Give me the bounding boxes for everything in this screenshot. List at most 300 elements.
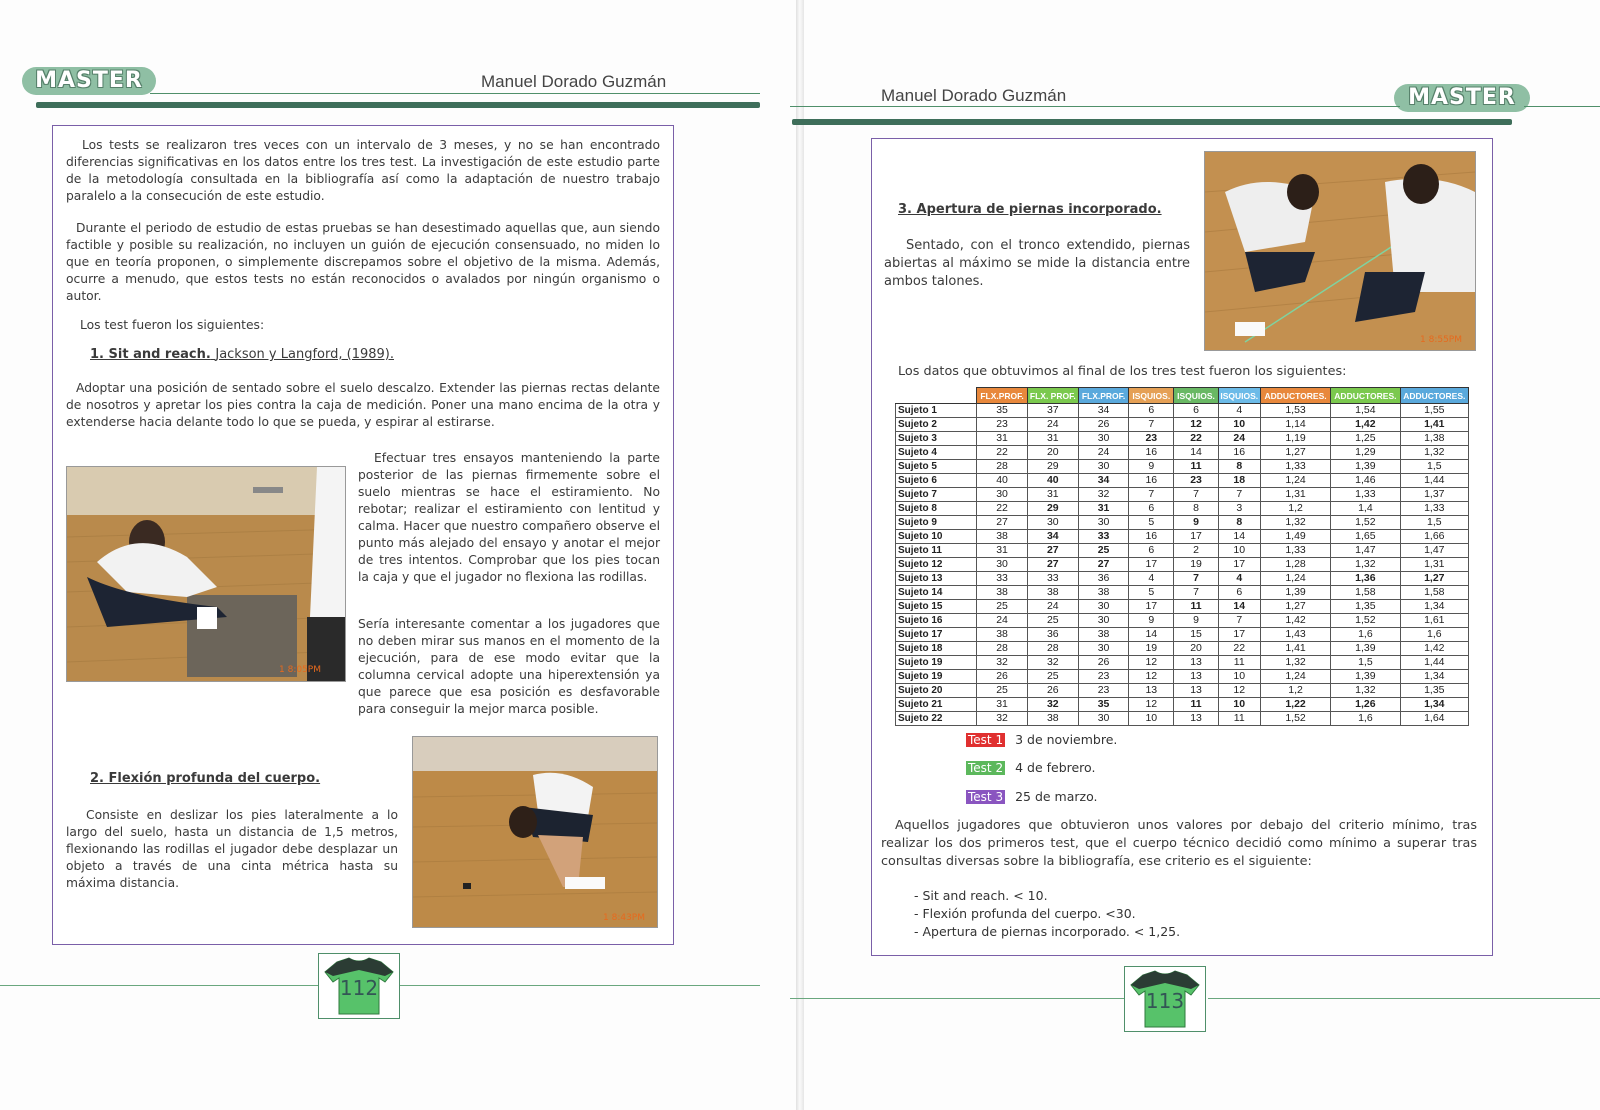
table-cell: 4	[1218, 572, 1260, 586]
table-cell: 30	[977, 558, 1027, 572]
col-header: ISQUIOS.	[1129, 388, 1174, 404]
table-cell: 24	[1078, 446, 1128, 460]
header-bar	[36, 102, 760, 108]
table-cell: 38	[1078, 628, 1128, 642]
col-header: FLX.PROF.	[1078, 388, 1128, 404]
table-row	[896, 488, 1469, 502]
footer-rule-left	[0, 985, 318, 986]
table-cell: 12	[1129, 670, 1174, 684]
table-cell: 11	[1218, 656, 1260, 670]
table-cell: 6	[1129, 544, 1174, 558]
table-cell: 18	[1218, 474, 1260, 488]
table-cell: 1,32	[1331, 558, 1400, 572]
row-label: Sujeto 6	[896, 474, 977, 488]
table-cell: 1,34	[1400, 600, 1468, 614]
table-header-row	[896, 388, 1469, 404]
table-cell: 1,34	[1400, 670, 1468, 684]
table-cell: 22	[1218, 642, 1260, 656]
row-label: Sujeto 3	[896, 432, 977, 446]
test1-paragraph-3: Sería interesante comentar a los jugadores que no deben mirar sus manos en el momento de la ejecución, para de ese modo evitar que la columna cervical adopte una hiperextensión ya que parece que esa posición es desfavorable para conseguir la mejor marca posible.	[358, 617, 660, 716]
table-cell: 24	[977, 614, 1027, 628]
table-row	[896, 404, 1469, 418]
table-cell: 1,58	[1400, 586, 1468, 600]
table-cell: 25	[1078, 544, 1128, 558]
table-cell: 1,54	[1331, 404, 1400, 418]
table-cell: 6	[1218, 586, 1260, 600]
table-cell: 38	[977, 586, 1027, 600]
leg-opening-photo	[1204, 151, 1476, 351]
table-cell: 1,61	[1400, 614, 1468, 628]
table-cell: 38	[977, 628, 1027, 642]
row-label: Sujeto 18	[896, 642, 977, 656]
table-cell: 1,2	[1260, 684, 1330, 698]
table-cell: 17	[1218, 628, 1260, 642]
table-cell: 1,37	[1400, 488, 1468, 502]
svg-text:1 8:05PM: 1 8:05PM	[279, 665, 321, 675]
table-cell: 1,24	[1260, 572, 1330, 586]
book-spine	[796, 0, 804, 1110]
col-header: ISQUIOS.	[1174, 388, 1218, 404]
table-cell: 1,32	[1260, 656, 1330, 670]
table-cell: 1,25	[1331, 432, 1400, 446]
table-cell: 10	[1129, 712, 1174, 726]
master-badge: MASTER	[22, 67, 156, 95]
table-cell: 30	[1078, 712, 1128, 726]
sit-and-reach-photo	[66, 466, 346, 682]
table-cell: 34	[1078, 474, 1128, 488]
table-cell: 23	[1078, 670, 1128, 684]
table-cell: 33	[1078, 530, 1128, 544]
table-cell: 1,65	[1331, 530, 1400, 544]
table-cell: 30	[1078, 432, 1128, 446]
table-cell: 26	[1078, 656, 1128, 670]
test2-heading: 2. Flexión profunda del cuerpo.	[90, 771, 321, 786]
table-cell: 1,32	[1331, 684, 1400, 698]
closing-paragraph: Aquellos jugadores que obtuvieron unos valores por debajo del criterio mínimo, tras realizar los dos primeros test, que el cuerpo técnico decidió como mínimo a superar tras consultas diversas sobre la bibliografía, ese criterio es el siguiente:	[881, 818, 1477, 869]
table-cell: 38	[1027, 586, 1078, 600]
row-label: Sujeto 22	[896, 712, 977, 726]
table-cell: 1,58	[1331, 586, 1400, 600]
table-cell: 31	[977, 698, 1027, 712]
table-row	[896, 684, 1469, 698]
table-cell: 1,55	[1400, 404, 1468, 418]
table-cell: 35	[1078, 698, 1128, 712]
master-badge: MASTER	[1394, 84, 1530, 112]
col-header: ADDUCTORES.	[1260, 388, 1330, 404]
table-cell: 29	[1027, 460, 1078, 474]
table-cell: 30	[1078, 614, 1128, 628]
table-cell: 14	[1129, 628, 1174, 642]
table-cell: 25	[1027, 614, 1078, 628]
table-cell: 1,24	[1260, 474, 1330, 488]
legend-item-2	[966, 760, 1095, 775]
table-cell: 1,27	[1260, 600, 1330, 614]
table-cell: 5	[1129, 516, 1174, 530]
table-cell: 24	[1027, 600, 1078, 614]
table-cell: 3	[1218, 502, 1260, 516]
table-cell: 1,27	[1400, 572, 1468, 586]
table-cell: 1,47	[1331, 544, 1400, 558]
table-row	[896, 460, 1469, 474]
table-cell: 26	[977, 670, 1027, 684]
test1-title: 1. Sit and reach.	[90, 347, 211, 362]
table-cell: 12	[1218, 684, 1260, 698]
table-cell: 10	[1218, 698, 1260, 712]
table-cell: 15	[1174, 628, 1218, 642]
table-row	[896, 712, 1469, 726]
table-cell: 17	[1174, 530, 1218, 544]
table-cell: 1,29	[1331, 446, 1400, 460]
data-intro: Los datos que obtuvimos al final de los tres test fueron los siguientes:	[898, 364, 1347, 379]
table-cell: 23	[1078, 684, 1128, 698]
table-cell: 34	[1078, 404, 1128, 418]
footer-rule-right	[1208, 998, 1600, 999]
table-cell: 7	[1129, 488, 1174, 502]
table-cell: 13	[1129, 684, 1174, 698]
table-cell: 11	[1174, 698, 1218, 712]
table-cell: 14	[1174, 446, 1218, 460]
table-cell: 33	[1027, 572, 1078, 586]
criteria-item: - Flexión profunda del cuerpo. <30.	[914, 906, 1136, 921]
table-cell: 8	[1218, 460, 1260, 474]
intro-paragraph-3: Los test fueron los siguientes:	[80, 318, 265, 332]
row-label: Sujeto 12	[896, 558, 977, 572]
table-cell: 4	[1218, 404, 1260, 418]
test1-heading	[90, 347, 394, 362]
table-cell: 26	[1027, 684, 1078, 698]
table-cell: 7	[1174, 572, 1218, 586]
table-row	[896, 600, 1469, 614]
table-cell: 30	[1078, 460, 1128, 474]
table-cell: 1,44	[1400, 474, 1468, 488]
row-label: Sujeto 13	[896, 572, 977, 586]
table-cell: 23	[1174, 474, 1218, 488]
table-cell: 28	[977, 460, 1027, 474]
row-label: Sujeto 8	[896, 502, 977, 516]
table-cell: 1,49	[1260, 530, 1330, 544]
table-cell: 35	[977, 404, 1027, 418]
table-cell: 1,39	[1260, 586, 1330, 600]
table-cell: 1,31	[1400, 558, 1468, 572]
table-cell: 31	[977, 544, 1027, 558]
table-cell: 7	[1129, 418, 1174, 432]
table-cell: 13	[1174, 684, 1218, 698]
table-cell: 17	[1218, 558, 1260, 572]
table-cell: 1,32	[1260, 516, 1330, 530]
svg-text:1 8:55PM: 1 8:55PM	[1420, 335, 1462, 345]
table-cell: 32	[977, 656, 1027, 670]
legend-swatch: Test 2	[968, 761, 1004, 775]
table-cell: 1,4	[1331, 502, 1400, 516]
table-cell: 17	[1129, 600, 1174, 614]
table-cell: 11	[1174, 600, 1218, 614]
table-cell: 31	[1027, 432, 1078, 446]
row-label: Sujeto 14	[896, 586, 977, 600]
table-cell: 1,28	[1260, 558, 1330, 572]
col-header: ADDUCTORES.	[1400, 388, 1468, 404]
table-cell: 9	[1174, 614, 1218, 628]
table-cell: 31	[977, 432, 1027, 446]
row-label: Sujeto 7	[896, 488, 977, 502]
table-cell: 5	[1129, 586, 1174, 600]
table-cell: 32	[977, 712, 1027, 726]
legend-item-1	[966, 732, 1117, 747]
table-cell: 6	[1174, 404, 1218, 418]
table-cell: 30	[1027, 516, 1078, 530]
page-number: 113	[1145, 989, 1185, 1013]
table-cell: 31	[1027, 488, 1078, 502]
table-cell: 4	[1129, 572, 1174, 586]
row-label: Sujeto 19	[896, 656, 977, 670]
table-cell: 14	[1218, 600, 1260, 614]
col-header: ADDUCTORES.	[1331, 388, 1400, 404]
test1-paragraph-1: Adoptar una posición de sentado sobre el suelo descalzo. Extender las piernas rectas delante de nosotros y apretar los pies contra la caja de medición. Poner una mano encima de la otra y extenderse hacia delante todo lo que se pueda, y espirar al estirarse.	[66, 381, 660, 429]
row-label: Sujeto 10	[896, 530, 977, 544]
table-cell: 17	[1129, 558, 1174, 572]
table-cell: 1,5	[1400, 460, 1468, 474]
author-name: Manuel Dorado Guzmán	[881, 86, 1067, 105]
table-cell: 11	[1174, 460, 1218, 474]
table-cell: 1,35	[1331, 600, 1400, 614]
table-cell: 1,6	[1331, 712, 1400, 726]
table-cell: 36	[1027, 628, 1078, 642]
table-cell: 23	[1129, 432, 1174, 446]
table-cell: 9	[1129, 614, 1174, 628]
legend-swatch: Test 1	[968, 733, 1004, 747]
table-cell: 1,52	[1331, 516, 1400, 530]
table-cell: 1,44	[1400, 656, 1468, 670]
table-cell: 1,24	[1260, 670, 1330, 684]
table-cell: 30	[1078, 642, 1128, 656]
table-cell: 16	[1129, 530, 1174, 544]
table-cell: 1,5	[1400, 516, 1468, 530]
table-cell: 1,14	[1260, 418, 1330, 432]
table-cell: 24	[1027, 418, 1078, 432]
table-cell: 6	[1129, 404, 1174, 418]
table-cell: 28	[1027, 642, 1078, 656]
table-cell: 1,33	[1331, 488, 1400, 502]
table-cell: 7	[1174, 586, 1218, 600]
header-bar	[792, 119, 1512, 125]
intro-paragraph-2: Durante el periodo de estudio de estas pruebas se han desestimado aquellas que, aun siendo factible y posible su realización, no incluyen un guión de ejecución consensuado, no miden lo que en teoría proponen, o simplemente discrepamos sobre el objetivo de la misma. Además, ocurre a menudo, que estos tests no están reconocidos o avalados por ningún organismo o autor.	[66, 221, 660, 303]
table-row	[896, 642, 1469, 656]
table-cell: 1,26	[1331, 698, 1400, 712]
table-cell: 1,2	[1260, 502, 1330, 516]
table-cell: 12	[1174, 418, 1218, 432]
table-row	[896, 432, 1469, 446]
table-cell: 38	[1078, 586, 1128, 600]
table-cell: 13	[1174, 712, 1218, 726]
row-label: Sujeto 16	[896, 614, 977, 628]
row-label: Sujeto 21	[896, 698, 977, 712]
table-cell: 33	[977, 572, 1027, 586]
footer-rule-left	[790, 998, 1124, 999]
legend-item-3	[966, 789, 1098, 804]
table-row	[896, 502, 1469, 516]
table-cell: 1,53	[1260, 404, 1330, 418]
table-cell: 40	[1027, 474, 1078, 488]
table-cell: 27	[977, 516, 1027, 530]
table-cell: 10	[1218, 670, 1260, 684]
criteria-list	[914, 887, 1180, 941]
table-row	[896, 544, 1469, 558]
table-cell: 7	[1174, 488, 1218, 502]
table-cell: 7	[1218, 614, 1260, 628]
table-cell: 1,34	[1400, 698, 1468, 712]
table-cell: 25	[977, 684, 1027, 698]
table-cell: 14	[1218, 530, 1260, 544]
table-cell: 27	[1027, 544, 1078, 558]
test1-citation: Jackson y Langford, (1989).	[215, 347, 394, 362]
legend-swatch: Test 3	[968, 790, 1004, 804]
table-cell: 1,52	[1260, 712, 1330, 726]
table-row	[896, 614, 1469, 628]
table-row	[896, 656, 1469, 670]
table-cell: 25	[1027, 670, 1078, 684]
table-cell: 19	[1174, 558, 1218, 572]
table-cell: 1,33	[1260, 460, 1330, 474]
table-cell: 28	[977, 642, 1027, 656]
test3-heading: 3. Apertura de piernas incorporado.	[898, 202, 1162, 217]
table-cell: 1,36	[1331, 572, 1400, 586]
row-label: Sujeto 17	[896, 628, 977, 642]
table-cell: 1,42	[1400, 642, 1468, 656]
table-cell: 36	[1078, 572, 1128, 586]
col-header: ISQUIOS.	[1218, 388, 1260, 404]
row-label: Sujeto 9	[896, 516, 977, 530]
table-cell: 20	[1174, 642, 1218, 656]
table-cell: 9	[1129, 460, 1174, 474]
page-number-box	[1124, 966, 1206, 1032]
footer-rule-right	[398, 985, 760, 986]
table-cell: 26	[1078, 418, 1128, 432]
table-cell: 30	[1078, 600, 1128, 614]
row-label: Sujeto 5	[896, 460, 977, 474]
table-cell: 16	[1129, 446, 1174, 460]
table-cell: 1,41	[1260, 642, 1330, 656]
table-cell: 34	[1027, 530, 1078, 544]
table-cell: 1,5	[1331, 656, 1400, 670]
row-label: Sujeto 11	[896, 544, 977, 558]
table-cell: 1,42	[1260, 614, 1330, 628]
table-cell: 27	[1078, 558, 1128, 572]
table-row	[896, 516, 1469, 530]
table-cell: 1,27	[1260, 446, 1330, 460]
body-flexion-photo	[412, 736, 658, 928]
table-cell: 1,39	[1331, 642, 1400, 656]
table-cell: 1,32	[1400, 446, 1468, 460]
table-cell: 6	[1129, 502, 1174, 516]
row-label: Sujeto 15	[896, 600, 977, 614]
table-cell: 16	[1129, 474, 1174, 488]
table-cell: 30	[1078, 516, 1128, 530]
legend-date: 3 de noviembre.	[1015, 732, 1118, 747]
test3-paragraph-1: Sentado, con el tronco extendido, piernas abiertas al máximo se mide la distancia entre ambos talones.	[884, 238, 1190, 289]
criteria-item: - Sit and reach. < 10.	[914, 888, 1048, 903]
table-cell: 24	[1218, 432, 1260, 446]
header-rule	[150, 93, 760, 94]
table-cell: 1,19	[1260, 432, 1330, 446]
svg-text:1 8:43PM: 1 8:43PM	[603, 913, 645, 923]
table-row	[896, 446, 1469, 460]
table-corner	[896, 388, 977, 404]
table-cell: 38	[1027, 712, 1078, 726]
table-cell: 22	[977, 446, 1027, 460]
table-row	[896, 698, 1469, 712]
test2-paragraph-1: Consiste en deslizar los pies lateralmente a lo largo del suelo, hasta un distancia de 1,5 metros, flexionando las rodillas el jugador debe desplazar un objeto a través de una cinta métrica hasta su máxima distancia.	[66, 808, 398, 890]
row-label: Sujeto 2	[896, 418, 977, 432]
table-cell: 1,39	[1331, 670, 1400, 684]
table-cell: 1,38	[1400, 432, 1468, 446]
col-header: FLX. PROF.	[1027, 388, 1078, 404]
table-row	[896, 572, 1469, 586]
table-cell: 1,35	[1400, 684, 1468, 698]
legend-date: 4 de febrero.	[1015, 760, 1096, 775]
table-row	[896, 558, 1469, 572]
table-cell: 1,64	[1400, 712, 1468, 726]
table-cell: 1,46	[1331, 474, 1400, 488]
table-cell: 1,47	[1400, 544, 1468, 558]
row-label: Sujeto 19	[896, 670, 977, 684]
table-cell: 19	[1129, 642, 1174, 656]
table-cell: 13	[1174, 656, 1218, 670]
table-cell: 1,42	[1331, 418, 1400, 432]
table-row	[896, 418, 1469, 432]
table-cell: 38	[977, 530, 1027, 544]
table-cell: 23	[977, 418, 1027, 432]
table-row	[896, 628, 1469, 642]
table-cell: 22	[977, 502, 1027, 516]
results-table	[895, 387, 1469, 726]
table-cell: 10	[1218, 544, 1260, 558]
table-cell: 11	[1218, 712, 1260, 726]
table-cell: 8	[1218, 516, 1260, 530]
table-cell: 22	[1174, 432, 1218, 446]
page-left	[0, 0, 796, 1110]
row-label: Sujeto 20	[896, 684, 977, 698]
page-right	[804, 0, 1600, 1110]
table-cell: 10	[1218, 418, 1260, 432]
table-cell: 32	[1027, 656, 1078, 670]
row-label: Sujeto 4	[896, 446, 977, 460]
header-rule	[790, 106, 1400, 107]
author-name: Manuel Dorado Guzmán	[481, 72, 667, 91]
page-number: 112	[339, 976, 379, 1000]
table-row	[896, 530, 1469, 544]
table-cell: 40	[977, 474, 1027, 488]
table-cell: 1,39	[1331, 460, 1400, 474]
table-cell: 7	[1218, 488, 1260, 502]
table-cell: 12	[1129, 698, 1174, 712]
table-cell: 25	[977, 600, 1027, 614]
table-row	[896, 474, 1469, 488]
table-cell: 1,66	[1400, 530, 1468, 544]
table-cell: 2	[1174, 544, 1218, 558]
header-rule-end	[1524, 106, 1600, 107]
table-cell: 1,41	[1400, 418, 1468, 432]
table-cell: 9	[1174, 516, 1218, 530]
row-label: Sujeto 1	[896, 404, 977, 418]
table-cell: 8	[1174, 502, 1218, 516]
table-cell: 1,22	[1260, 698, 1330, 712]
table-cell: 1,52	[1331, 614, 1400, 628]
table-cell: 27	[1027, 558, 1078, 572]
table-cell: 1,6	[1400, 628, 1468, 642]
table-cell: 1,31	[1260, 488, 1330, 502]
table-cell: 30	[977, 488, 1027, 502]
table-cell: 1,6	[1331, 628, 1400, 642]
table-cell: 1,33	[1260, 544, 1330, 558]
